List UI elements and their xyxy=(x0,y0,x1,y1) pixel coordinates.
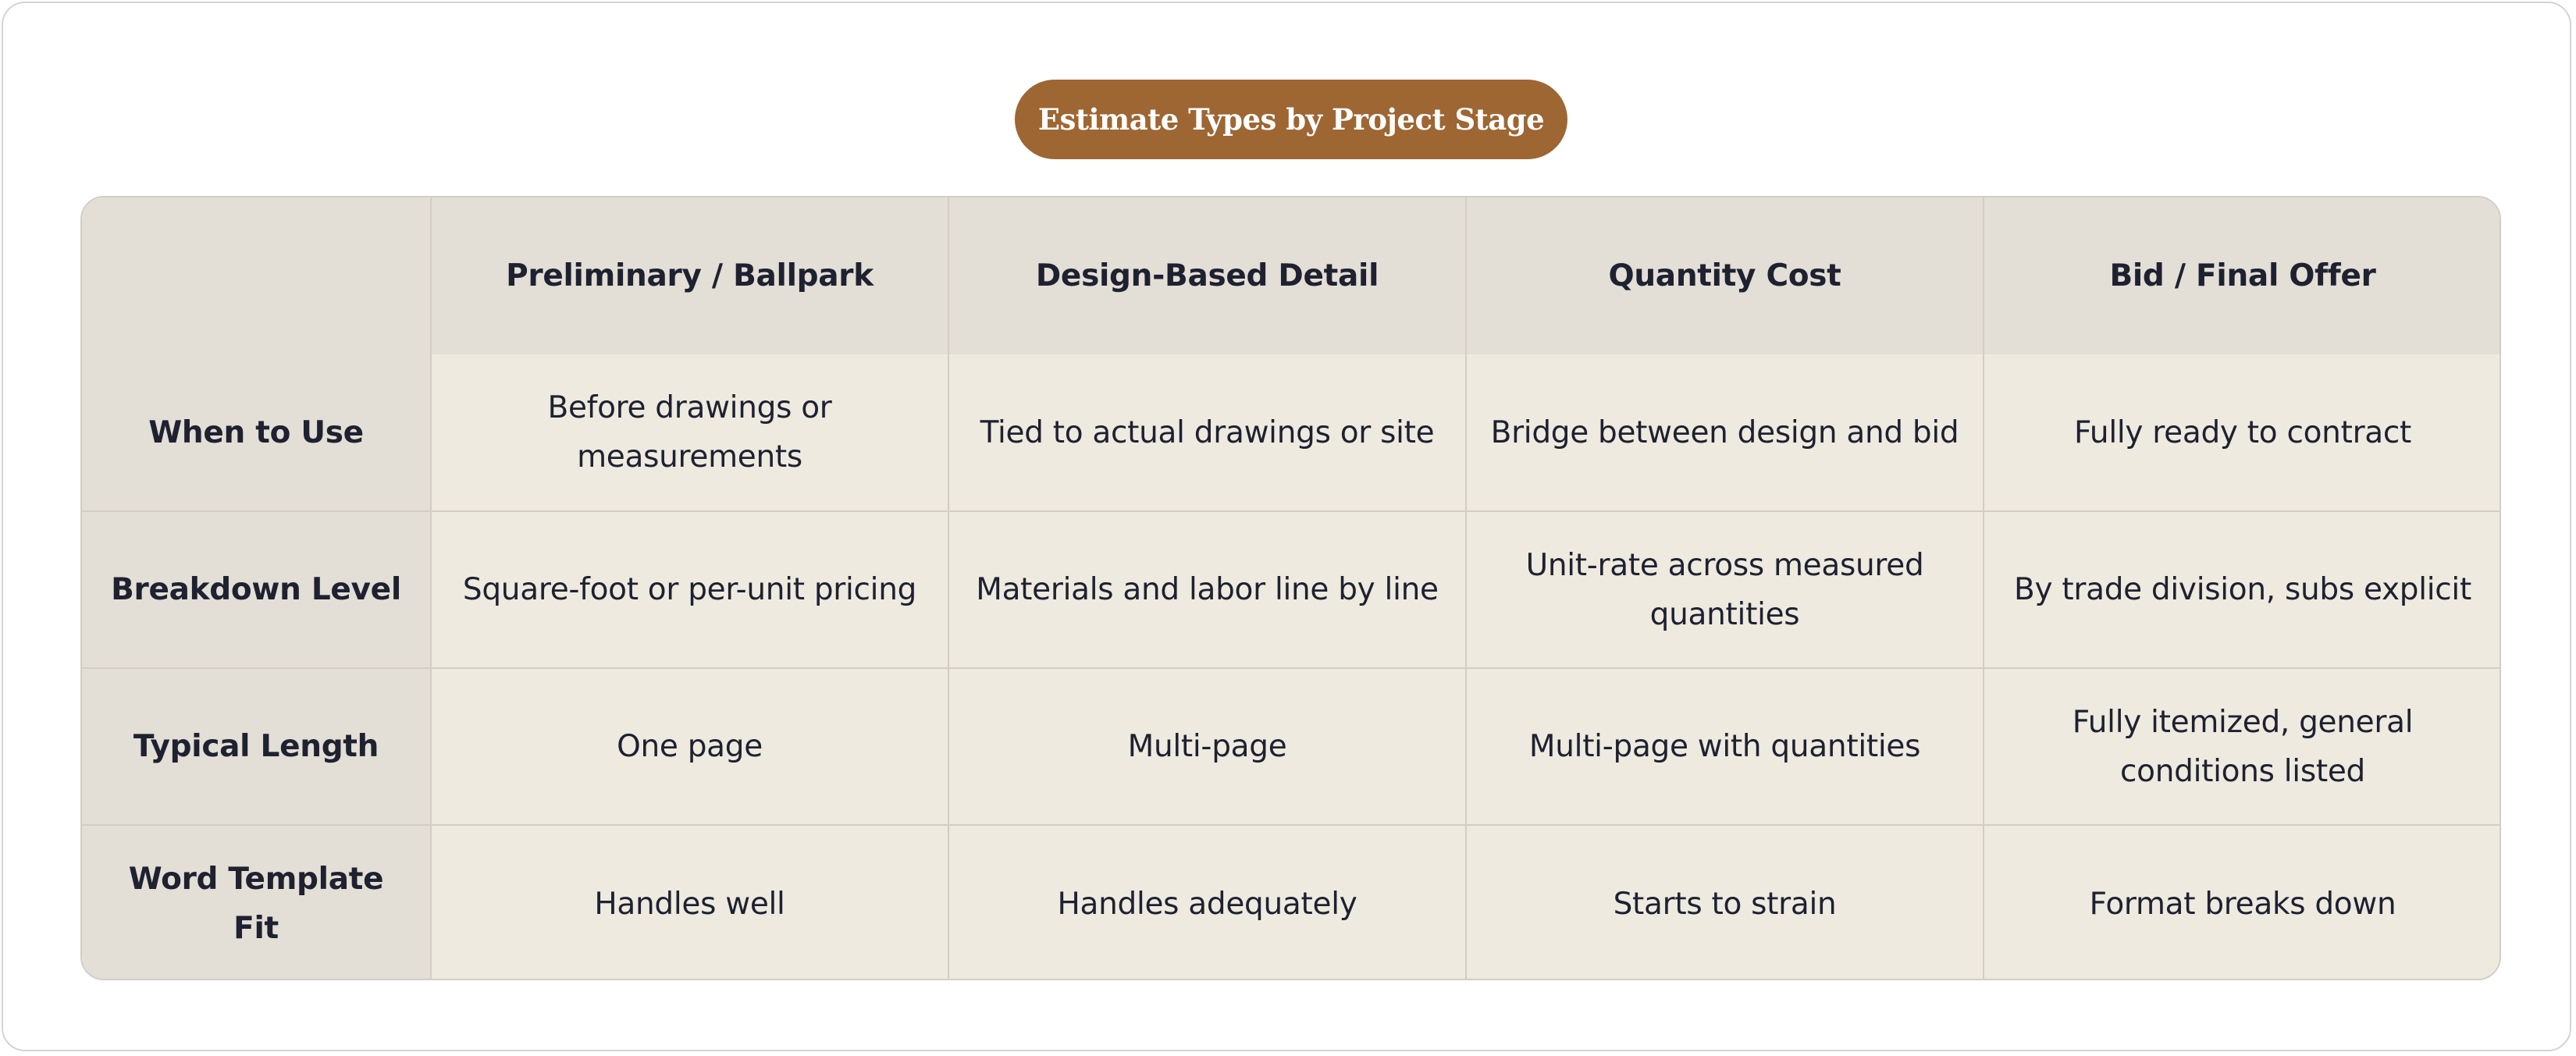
table-cell: Materials and labor line by line xyxy=(948,511,1466,668)
table-title: Estimate Types by Project Stage xyxy=(1015,80,1567,159)
row-label: Breakdown Level xyxy=(82,511,431,668)
table-cell: Starts to strain xyxy=(1466,825,1984,980)
column-header-preliminary: Preliminary / Ballpark xyxy=(431,197,948,354)
corner-cell xyxy=(82,197,431,354)
table-cell: Square-foot or per-unit pricing xyxy=(431,511,948,668)
table-cell: Format breaks down xyxy=(1984,825,2501,980)
column-header-quantity-cost: Quantity Cost xyxy=(1466,197,1984,354)
table-row xyxy=(82,825,2501,980)
row-label: When to Use xyxy=(82,354,431,511)
table-cell: By trade division, subs explicit xyxy=(1984,511,2501,668)
page-frame xyxy=(2,2,2571,1051)
table-cell: Fully ready to contract xyxy=(1984,354,2501,511)
table-cell: Bridge between design and bid xyxy=(1466,354,1984,511)
comparison-table xyxy=(80,196,2501,980)
table-row xyxy=(82,354,2501,511)
table-cell: Handles well xyxy=(431,825,948,980)
table-cell: Unit-rate across measured quantities xyxy=(1466,511,1984,668)
row-label: Typical Length xyxy=(82,668,431,825)
table-row xyxy=(82,511,2501,668)
column-header-bid-final: Bid / Final Offer xyxy=(1984,197,2501,354)
row-label: Word Template Fit xyxy=(82,825,431,980)
table-cell: Multi-page with quantities xyxy=(1466,668,1984,825)
table-cell: Fully itemized, general conditions listed xyxy=(1984,668,2501,825)
table-row xyxy=(82,668,2501,825)
table-cell: Before drawings or measurements xyxy=(431,354,948,511)
header-row xyxy=(82,197,2501,354)
table-cell: One page xyxy=(431,668,948,825)
table-cell: Handles adequately xyxy=(948,825,1466,980)
column-header-design-based: Design-Based Detail xyxy=(948,197,1466,354)
table-cell: Multi-page xyxy=(948,668,1466,825)
table-cell: Tied to actual drawings or site xyxy=(948,354,1466,511)
